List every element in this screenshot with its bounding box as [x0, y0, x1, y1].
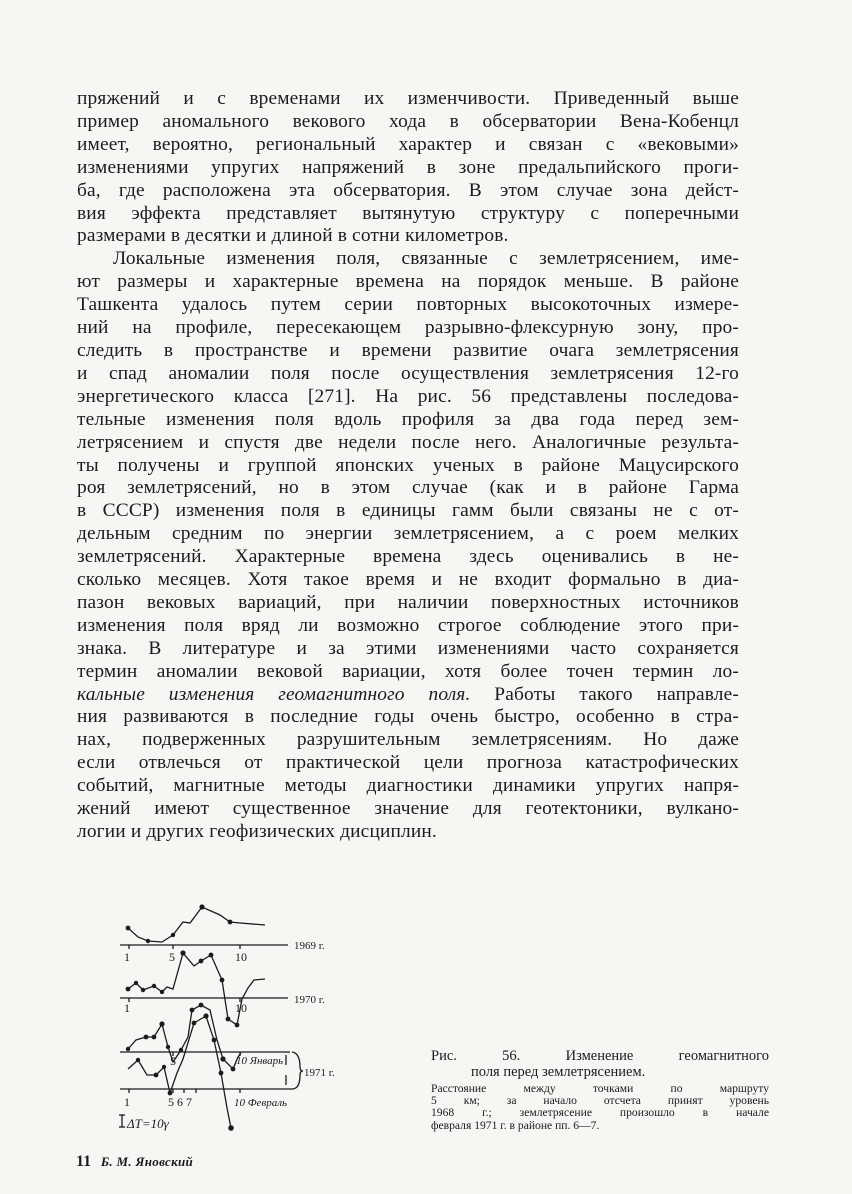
text-line: термин аномалии вековой вариации, хотя более точен термин ло- [77, 660, 739, 682]
text-line: ют размеры и характерные времена на порядок меньше. В районе [77, 271, 739, 293]
geomagnetic-profile-plot [110, 895, 450, 1145]
scale-label: ΔT=10γ [127, 1116, 169, 1131]
text-line: ба, где расположена эта обсерватория. В этом случае зона дейст- [77, 179, 739, 201]
point-label: 5 [169, 950, 175, 964]
caption-line: Расстояние между точками по маршруту [431, 1082, 769, 1095]
point-label: 1 [124, 1001, 130, 1015]
text-line: ния развиваются в последние годы очень быстро, особенно в стра- [77, 706, 739, 728]
paragraph-1 [77, 88, 739, 248]
caption-line: 1968 г.; землетрясение произошло в начале [431, 1106, 769, 1120]
text-line: ты получены и группой японских ученых в районе Мацусирского [77, 454, 739, 476]
year-label-1971: 1971 г. [304, 1067, 335, 1079]
text-line: в СССР) изменения поля в единицы гамм были связаны не с от- [77, 500, 739, 522]
point-label: 10 [235, 1001, 247, 1015]
caption-line: 5 км; за начало отсчета принят уровень [431, 1094, 769, 1108]
caption-line: февраля 1971 г. в районе пп. 6—7. [431, 1118, 600, 1132]
figure-56 [110, 895, 450, 1145]
text-line: вия эффекта представляет вытянутую структуру с поперечными [77, 202, 739, 224]
text-line: изменениями упругих напряжений в зоне предальпийского проги- [77, 156, 739, 178]
italic-term: кальные изменения геомагнитного поля. [77, 683, 471, 705]
curve-1969 [128, 907, 265, 942]
text-line: тельные изменения поля вдоль профиля за два года перед зем- [77, 408, 739, 430]
text-line: энергетического класса [271]. На рис. 56 представлены последова- [77, 385, 739, 407]
page-footer [76, 1153, 193, 1171]
text-line: ний на профиле, пересекающем разрывно-флексурную зону, про- [77, 317, 739, 339]
text-line: сколько месяцев. Хотя такое время и не входит формально в диа- [77, 569, 739, 591]
text-line: дельным средним по энергии землетрясением, а с роем мелких [77, 523, 739, 545]
caption-title-2: поля перед землетрясением. [471, 1064, 646, 1080]
text-line: знака. В литературе и за этими изменениями часто сохраняется [77, 637, 739, 659]
text-line: пряжений и с временами их изменчивости. Приведенный выше [77, 88, 739, 109]
text-line: летрясением и спустя две недели после него. Аналогичные результа- [77, 431, 739, 453]
caption-title: Рис. 56. Изменение геомагнитного [431, 1048, 769, 1064]
text-line: следить в пространстве и времени развитие очага землетрясения [77, 339, 739, 361]
year-label-1969: 1969 г. [294, 940, 325, 952]
text-line: имеет, вероятно, региональный характер и связан с «вековыми» [77, 133, 739, 155]
text-line: роя землетрясений, но в этом случае (как и в районе Гарма [77, 477, 739, 499]
caption-body [431, 1083, 769, 1132]
page-number: 11 [76, 1153, 92, 1170]
text-line-italic-term [77, 684, 739, 707]
text-line: жений имеют существенное значение для геотектоники, вулкано- [77, 798, 739, 820]
text-line: изменения поля вряд ли возможно строгое соблюдение этого при- [77, 614, 739, 636]
text-line: пазон вековых вариаций, при наличии поверхностных источников [77, 591, 739, 613]
body-text [77, 88, 739, 844]
month-label-february: 10 Февраль [234, 1097, 288, 1109]
point-label: 5 6 7 [168, 1095, 192, 1109]
text-line: нах, подверженных разрушительным землетрясениям. Но даже [77, 729, 739, 751]
text-line: землетрясений. Характерные времена здесь оценивались в не- [77, 546, 739, 568]
point-label: 10 [235, 950, 247, 964]
text-line: Локальные изменения поля, связанные с землетрясением, име- [113, 248, 739, 270]
point-label: 5 [170, 1054, 176, 1068]
text-line: и спад аномалии поля после осуществления землетрясения 12-го [77, 362, 739, 384]
figure-caption [431, 1048, 769, 1132]
month-label-january: 10 Январь [236, 1055, 284, 1067]
paragraph-2 [77, 248, 739, 844]
text-line: если отвлечься от практической цели прогноза катастрофических [77, 752, 739, 774]
point-label: 1 [124, 1095, 130, 1109]
text-line: размерами в десятки и длиной в сотни километров. [77, 225, 509, 247]
author-signature: Б. М. Яновский [100, 1154, 194, 1169]
text-line: пример аномального векового хода в обсерватории Вена-Кобенцл [77, 110, 739, 132]
italic-line-rest: Работы такого направле- [470, 683, 739, 705]
year-label-1970: 1970 г. [294, 994, 325, 1006]
text-line: событий, магнитные методы диагностики динамики упругих напря- [77, 775, 739, 797]
text-line: логии и других геофизических дисциплин. [77, 821, 437, 842]
point-label: 1 [124, 950, 130, 964]
text-line: Ташкента удалось путем серии повторных высокоточных измере- [77, 294, 739, 316]
bracket-1971 [292, 1052, 303, 1089]
